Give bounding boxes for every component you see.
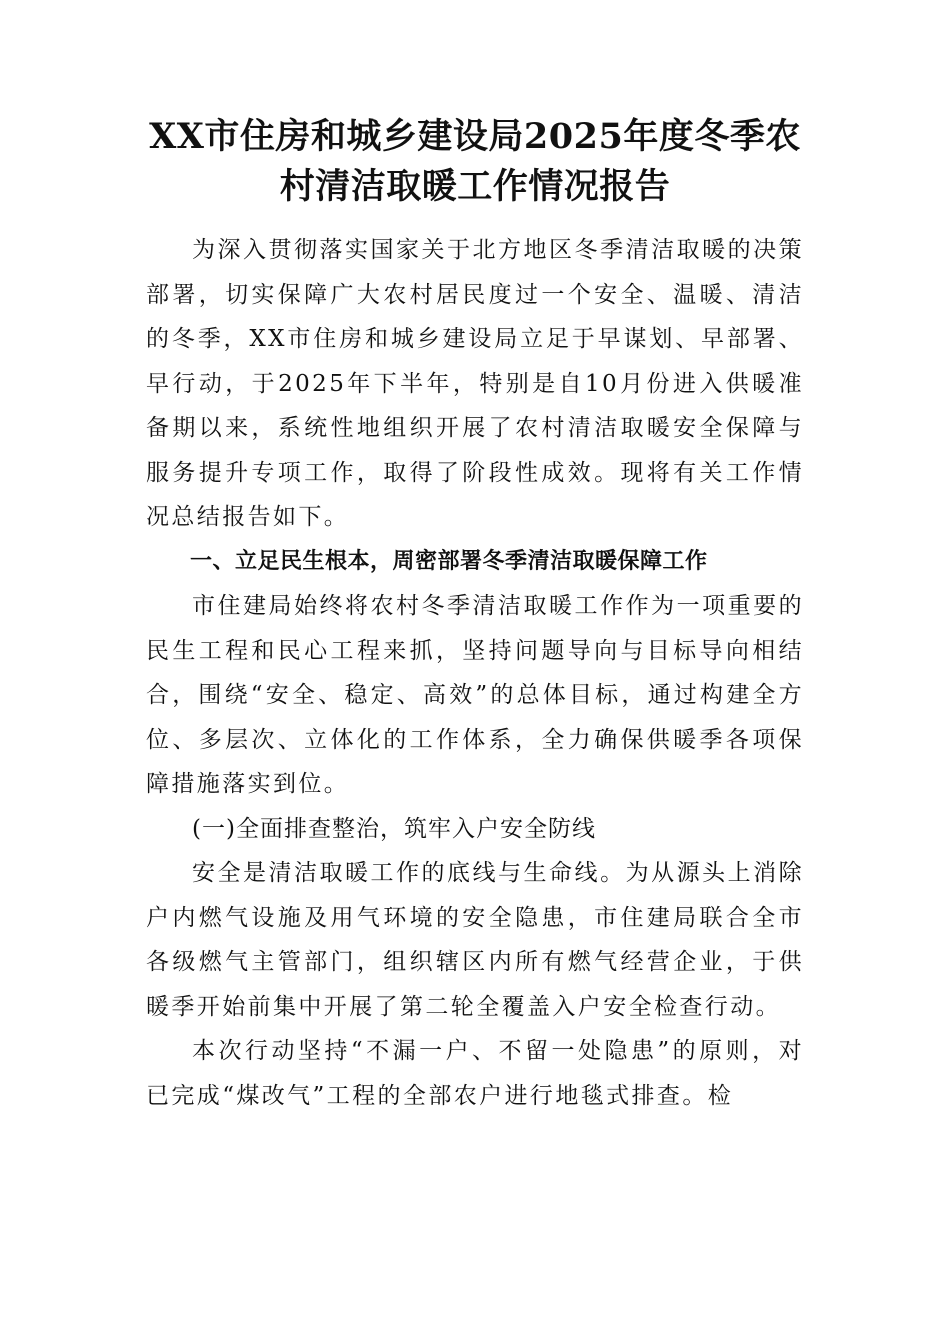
subsection-1-paragraph-1: 安全是清洁取暖工作的底线与生命线。为从源头上消除户内燃气设施及用气环境的安全隐患，市住建局联合全市各级燃气主管部门，组织辖区内所有燃气经营企业，于供暖季开始前集中开展了第二轮全覆盖入户安全检查行动。 [146, 860, 804, 1020]
section-1-heading: 一、立足民生根本，周密部署冬季清洁取暖保障工作 [190, 548, 708, 574]
section-1-paragraph: 市住建局始终将农村冬季清洁取暖工作作为一项重要的民生工程和民心工程来抓，坚持问题导向与目标导向相结合，围绕“安全、稳定、高效”的总体目标，通过构建全方位、多层次、立体化的工作体系，全力确保供暖季各项保障措施落实到位。 [146, 593, 804, 797]
document-title [140, 112, 810, 212]
document-body [146, 228, 804, 1118]
intro-paragraph: 为深入贯彻落实国家关于北方地区冬季清洁取暖的决策部署，切实保障广大农村居民度过一个安全、温暖、清洁的冬季，XX市住房和城乡建设局立足于早谋划、早部署、早行动，于2025年下半年，特别是自10月份进入供暖准备期以来，系统性地组织开展了农村清洁取暖安全保障与服务提升专项工作，取得了阶段性成效。现将有关工作情况总结报告如下。 [146, 237, 804, 530]
subsection-1-paragraph-2: 本次行动坚持“不漏一户、不留一处隐患”的原则，对已完成“煤改气”工程的全部农户进行地毯式排查。检 [146, 1038, 804, 1109]
title-line-2: 村清洁取暖工作情况报告 [279, 166, 671, 207]
title-line-1: XX市住房和城乡建设局2025年度冬季农 [149, 116, 801, 157]
subsection-1-heading: (一)全面排查整治，筑牢入户安全防线 [192, 815, 596, 842]
